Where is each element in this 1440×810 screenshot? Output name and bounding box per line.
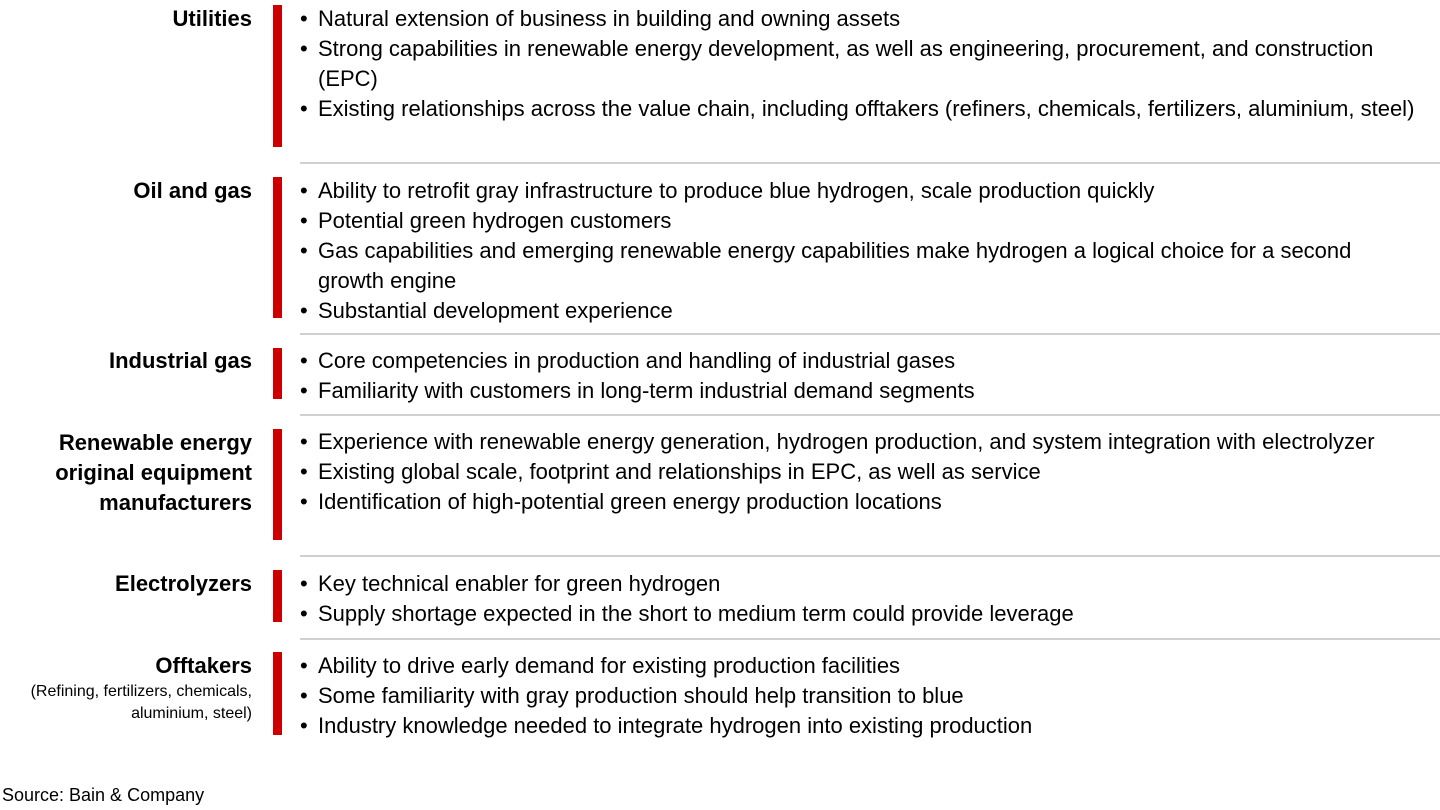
accent-bar <box>273 429 282 540</box>
bullet-item: • Experience with renewable energy generation, hydrogen production, and system integration with electrolyzer <box>300 427 1415 457</box>
row-title: Utilities <box>172 6 252 31</box>
bullet-item: • Ability to drive early demand for existing production facilities <box>300 651 1415 681</box>
row-title: Offtakers <box>155 653 252 678</box>
row-label <box>0 176 252 206</box>
row-title: Oil and gas <box>133 178 252 203</box>
bullet-item: • Identification of high-potential green energy production locations <box>300 487 1415 517</box>
bullet-list <box>300 346 1415 406</box>
row-label <box>0 428 252 518</box>
bullet-item: • Supply shortage expected in the short to medium term could provide leverage <box>300 599 1415 629</box>
bullet-list <box>300 569 1415 629</box>
divider <box>300 638 1440 640</box>
row-title: Electrolyzers <box>115 571 252 596</box>
row-label <box>0 4 252 34</box>
divider <box>300 555 1440 557</box>
accent-bar <box>273 177 282 318</box>
bullet-list <box>300 176 1415 326</box>
bullet-item: • Natural extension of business in building and owning assets <box>300 4 1415 34</box>
row-label <box>0 569 252 599</box>
bullet-item: • Existing global scale, footprint and relationships in EPC, as well as service <box>300 457 1415 487</box>
row-label <box>0 651 252 725</box>
bullet-item: • Ability to retrofit gray infrastructure to produce blue hydrogen, scale production quickly <box>300 176 1415 206</box>
row-subtitle: (Refining, fertilizers, chemicals, aluminium, steel) <box>30 683 252 722</box>
accent-bar <box>273 652 282 735</box>
row-label <box>0 346 252 376</box>
accent-bar <box>273 570 282 622</box>
divider <box>300 333 1440 335</box>
bullet-item: • Familiarity with customers in long-term industrial demand segments <box>300 376 1415 406</box>
bullet-item: • Key technical enabler for green hydrogen <box>300 569 1415 599</box>
bullet-list <box>300 427 1415 517</box>
row-title: Industrial gas <box>108 348 252 373</box>
bullet-item: • Existing relationships across the value chain, including offtakers (refiners, chemicals, fertilizers, aluminium, steel) <box>300 94 1415 124</box>
bullet-item: • Some familiarity with gray production should help transition to blue <box>300 681 1415 711</box>
bullet-item: • Strong capabilities in renewable energy development, as well as engineering, procurement, and construction (EPC) <box>300 34 1415 94</box>
source-note: Source: Bain & Company <box>2 785 205 805</box>
accent-bar <box>273 5 282 147</box>
bullet-item: • Industry knowledge needed to integrate hydrogen into existing production <box>300 711 1415 741</box>
divider <box>300 414 1440 416</box>
bullet-item: • Core competencies in production and handling of industrial gases <box>300 346 1415 376</box>
row-title: Renewable energy original equipment manufacturers <box>55 430 252 515</box>
bullet-item: • Gas capabilities and emerging renewable energy capabilities make hydrogen a logical choice for a second growth engine <box>300 236 1415 296</box>
accent-bar <box>273 348 282 399</box>
bullet-list <box>300 651 1415 741</box>
bullet-item: • Potential green hydrogen customers <box>300 206 1415 236</box>
bullet-list <box>300 4 1415 124</box>
bullet-item: • Substantial development experience <box>300 296 1415 326</box>
divider <box>300 162 1440 164</box>
